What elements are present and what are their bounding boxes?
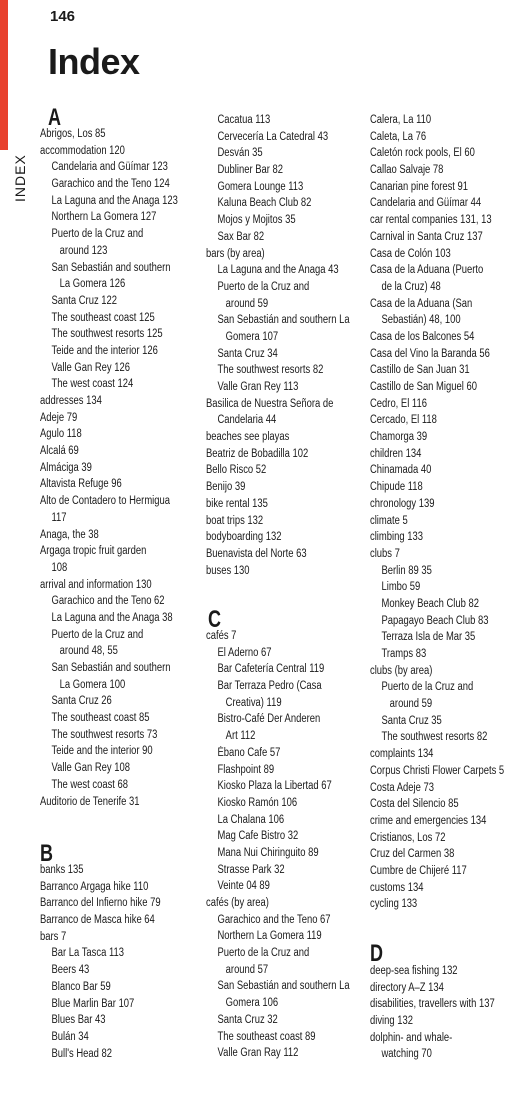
side-tab-label: INDEX — [12, 154, 28, 202]
index-subentry: The southwest resorts 73 — [51, 728, 158, 741]
index-subentry: Gomera Lounge 113 — [217, 180, 304, 193]
index-subentry: Ébano Cafe 57 — [217, 746, 281, 759]
index-subentry: Mana Nui Chiringuito 89 — [217, 846, 319, 859]
entries-b-continued — [206, 112, 366, 579]
index-entry: Anaga, the 38 — [40, 528, 99, 541]
index-subentry: Gomera 107 — [225, 330, 279, 343]
index-subentry: La Gomera 100 — [59, 678, 126, 691]
index-entry: cycling 133 — [370, 898, 418, 911]
index-subentry: Papagayo Beach Club 83 — [381, 614, 489, 627]
index-entry: Barranco Argaga hike 110 — [40, 880, 149, 893]
index-entry: Callao Salvaje 78 — [370, 164, 444, 177]
index-subentry: La Laguna and the Anaga 38 — [51, 611, 173, 624]
index-entry: boat trips 132 — [206, 514, 264, 527]
index-entry: Sebastián) 48, 100 — [381, 314, 461, 327]
index-subentry: Blues Bar 43 — [51, 1014, 106, 1027]
index-entry: Basilica de Nuestra Señora de — [206, 397, 334, 410]
index-subentry: Bar Cafetería Central 119 — [217, 663, 325, 676]
index-entry: Barranco del Infierno hike 79 — [40, 897, 161, 910]
index-subentry: San Sebastián and southern La — [217, 314, 350, 327]
index-subentry: Bull's Head 82 — [51, 1047, 112, 1060]
index-subentry: La Laguna and the Anaga 43 — [217, 264, 339, 277]
index-subentry: The west coast 68 — [51, 778, 129, 791]
index-entry: diving 132 — [370, 1015, 413, 1028]
index-subentry: Puerto de la Cruz and — [381, 681, 474, 694]
index-entry: clubs 7 — [370, 547, 400, 560]
index-entry: watching 70 — [381, 1048, 432, 1061]
section-letter-a: A — [48, 104, 62, 131]
side-tab — [10, 132, 30, 202]
index-subentry: Santa Cruz 35 — [381, 714, 442, 727]
index-subentry: Limbo 59 — [381, 581, 421, 594]
page-number: 146 — [50, 8, 76, 25]
index-entry: Casa de la Aduana (San — [370, 297, 473, 310]
index-entry: de la Cruz) 48 — [381, 280, 441, 293]
index-entry: bodyboarding 132 — [206, 531, 282, 544]
index-subentry: Puerto de la Cruz and — [51, 228, 144, 241]
index-subentry: San Sebastián and southern — [51, 261, 171, 274]
index-subentry: The southeast coast 125 — [51, 311, 155, 324]
page-title: Index — [48, 41, 140, 82]
index-subentry: Blue Marlin Bar 107 — [51, 997, 135, 1010]
index-entry: Beatriz de Bobadilla 102 — [206, 447, 309, 460]
index-subentry: La Laguna and the Anaga 123 — [51, 194, 178, 207]
index-subentry: around 48, 55 — [59, 645, 118, 658]
index-entry: car rental companies 131, 13 — [370, 214, 492, 227]
index-subentry: around 123 — [59, 244, 108, 257]
index-entry: addresses 134 — [40, 395, 102, 407]
index-entry: Casa de Colón 103 — [370, 247, 451, 260]
index-color-bar — [0, 0, 8, 150]
index-entry: Altavista Refuge 96 — [40, 478, 122, 491]
index-subentry: Creativa) 119 — [225, 696, 282, 709]
index-entry: Cedro, El 116 — [370, 397, 427, 410]
section-letter-d: D — [370, 940, 384, 967]
index-entry: climate 5 — [370, 514, 408, 527]
index-subentry: The west coast 124 — [51, 378, 134, 391]
index-entry: Carnival in Santa Cruz 137 — [370, 230, 483, 243]
index-subentry: Teide and the interior 90 — [51, 745, 153, 758]
entries-c — [206, 628, 366, 1062]
entries-c-continued — [370, 112, 510, 913]
index-entry: bars (by area) — [206, 247, 265, 260]
index-subentry: Kiosko Ramón 106 — [217, 796, 298, 809]
index-entry: Cercado, El 118 — [370, 414, 437, 427]
index-subentry: Kiosko Plaza la Libertad 67 — [217, 780, 332, 793]
index-subentry: Teide and the interior 126 — [51, 344, 158, 357]
index-entry: arrival and information 130 — [40, 578, 152, 591]
index-subentry: Flashpoint 89 — [217, 763, 275, 776]
index-subentry: Valle Gan Rey 126 — [51, 361, 130, 374]
index-entry: Costa Adeje 73 — [370, 781, 434, 794]
index-subentry: Garachico and the Teno 62 — [51, 595, 165, 608]
index-entry: buses 130 — [206, 564, 250, 577]
index-entry: Almáciga 39 — [40, 461, 92, 474]
index-entry: bike rental 135 — [206, 497, 268, 510]
index-subentry: Kaluna Beach Club 82 — [217, 197, 312, 210]
index-entry: Chamorga 39 — [370, 431, 428, 444]
index-subentry: Garachico and the Teno 67 — [217, 913, 331, 926]
index-subentry: Northern La Gomera 127 — [51, 211, 157, 224]
index-entry: Argaga tropic fruit garden — [40, 545, 147, 558]
index-entry: Bello Risco 52 — [206, 464, 267, 477]
index-entry: Casa de la Aduana (Puerto — [370, 264, 484, 277]
index-subentry: Dubliner Bar 82 — [217, 164, 284, 177]
index-subentry: Santa Cruz 32 — [217, 1013, 278, 1026]
index-entry: Caleta, La 76 — [370, 130, 427, 143]
index-entry: Chipude 118 — [370, 481, 423, 494]
index-subentry: Puerto de la Cruz and — [51, 628, 144, 641]
index-subentry: The southeast coast 89 — [217, 1030, 316, 1043]
index-entry: directory A–Z 134 — [370, 981, 444, 994]
index-entry: disabilities, travellers with 137 — [370, 998, 495, 1011]
index-subentry: Valle Gran Ray 112 — [217, 1047, 299, 1060]
index-entry: Canarian pine forest 91 — [370, 180, 469, 193]
index-subentry: The southwest resorts 82 — [217, 364, 324, 377]
index-subentry: Desván 35 — [217, 147, 263, 160]
index-entry: clubs (by area) — [370, 664, 433, 677]
index-subentry: Northern La Gomera 119 — [217, 930, 322, 943]
index-entry: Barranco de Masca hike 64 — [40, 914, 155, 927]
index-entry: Alto de Contadero to Hermigua — [40, 495, 171, 508]
entries-a — [40, 126, 205, 810]
index-entry: Castillo de San Juan 31 — [370, 364, 470, 377]
index-entry: Abrigos, Los 85 — [40, 128, 106, 140]
index-subentry: El Aderno 67 — [217, 646, 272, 659]
index-entry: cafés 7 — [206, 630, 237, 642]
index-subentry: Sax Bar 82 — [217, 230, 265, 243]
index-subentry: San Sebastián and southern — [51, 662, 171, 674]
index-entry: Auditorio de Tenerife 31 — [40, 795, 140, 808]
index-entry: Caletón rock pools, El 60 — [370, 147, 475, 160]
index-subentry: Garachico and the Teno 124 — [51, 178, 170, 191]
index-subentry: Santa Cruz 34 — [217, 347, 278, 360]
index-subentry: Valle Gran Rey 113 — [217, 381, 299, 393]
index-subentry: Candelaria and Güímar 123 — [51, 161, 168, 174]
index-entry: Cumbre de Chijeré 117 — [370, 864, 467, 877]
index-entry: Adeje 79 — [40, 411, 78, 424]
index-entry: deep-sea fishing 132 — [370, 965, 458, 977]
section-letter-b: B — [40, 840, 54, 867]
index-entry: Agulo 118 — [40, 428, 82, 441]
index-entry: children 134 — [370, 447, 422, 460]
index-subentry: Berlin 89 35 — [381, 564, 432, 577]
index-entry: Alcalá 69 — [40, 445, 79, 458]
index-entry: beaches see playas — [206, 431, 290, 444]
index-entry: Casa del Vino la Baranda 56 — [370, 347, 490, 360]
index-entry: Benijo 39 — [206, 481, 246, 494]
index-entry: Candelaria 44 — [217, 414, 277, 427]
index-subentry: Cacatua 113 — [217, 114, 271, 126]
index-subentry: Veinte 04 89 — [217, 880, 270, 893]
index-entry: accommodation 120 — [40, 144, 125, 157]
index-subentry: Strasse Park 32 — [217, 863, 285, 876]
index-entry: Calera, La 110 — [370, 114, 432, 126]
index-subentry: Bar Terraza Pedro (Casa — [217, 680, 322, 693]
index-subentry: San Sebastián and southern La — [217, 980, 350, 993]
index-entry: Corpus Christi Flower Carpets 5 — [370, 764, 505, 777]
index-entry: Cruz del Carmen 38 — [370, 848, 455, 861]
index-entry: Costa del Silencio 85 — [370, 798, 459, 811]
index-subentry: Bulán 34 — [51, 1030, 89, 1043]
index-subentry: The southwest resorts 125 — [51, 328, 163, 341]
index-subentry: Tramps 83 — [381, 648, 427, 660]
index-subentry: Mag Cafe Bistro 32 — [217, 830, 299, 843]
index-subentry: Terraza Isla de Mar 35 — [381, 631, 476, 644]
index-subentry: Gomera 106 — [225, 997, 279, 1010]
index-entry: bars 7 — [40, 930, 67, 943]
entries-d — [370, 963, 510, 1063]
index-entry: customs 134 — [370, 881, 424, 894]
index-entry: climbing 133 — [370, 531, 423, 544]
index-subentry: Bar La Tasca 113 — [51, 947, 125, 960]
index-subentry: Monkey Beach Club 82 — [381, 597, 479, 610]
index-subentry: Cervecería La Catedral 43 — [217, 130, 329, 143]
index-subentry: The southeast coast 85 — [51, 712, 150, 725]
index-subentry: Blanco Bar 59 — [51, 980, 111, 993]
index-subentry: La Chalana 106 — [217, 813, 285, 826]
index-entry: dolphin- and whale- — [370, 1031, 453, 1044]
index-subentry: Beers 43 — [51, 964, 90, 977]
index-subentry: La Gomera 126 — [59, 278, 126, 291]
index-subentry: around 59 — [225, 297, 269, 310]
index-entry: Castillo de San Miguel 60 — [370, 381, 477, 393]
index-subentry: Bistro-Café Der Anderen — [217, 713, 321, 726]
index-entry: complaints 134 — [370, 748, 434, 761]
index-subentry: Puerto de la Cruz and — [217, 280, 310, 293]
index-entry: 108 — [51, 561, 68, 574]
index-entry: Cristianos, Los 72 — [370, 831, 446, 844]
index-subentry: Santa Cruz 26 — [51, 695, 112, 708]
index-entry: banks 135 — [40, 864, 84, 876]
section-letter-c: C — [208, 606, 222, 633]
index-subentry: Santa Cruz 122 — [51, 294, 118, 307]
index-entry: crime and emergencies 134 — [370, 814, 487, 827]
index-subentry: around 57 — [225, 963, 269, 976]
index-entry: Casa de los Balcones 54 — [370, 330, 475, 343]
index-entry: cafés (by area) — [206, 897, 269, 909]
index-entry: Candelaria and Güímar 44 — [370, 197, 482, 210]
index-entry: chronology 139 — [370, 497, 435, 510]
index-entry: Buenavista del Norte 63 — [206, 547, 307, 560]
index-subentry: Valle Gan Rey 108 — [51, 762, 130, 775]
index-entry: Chinamada 40 — [370, 464, 432, 477]
index-subentry: Art 112 — [225, 730, 256, 743]
index-subentry: The southwest resorts 82 — [381, 731, 488, 744]
index-subentry: Puerto de la Cruz and — [217, 947, 310, 960]
index-subentry: around 59 — [389, 698, 433, 711]
entries-b — [40, 862, 205, 1062]
index-entry: 117 — [51, 511, 67, 524]
index-subentry: Mojos y Mojitos 35 — [217, 214, 296, 227]
